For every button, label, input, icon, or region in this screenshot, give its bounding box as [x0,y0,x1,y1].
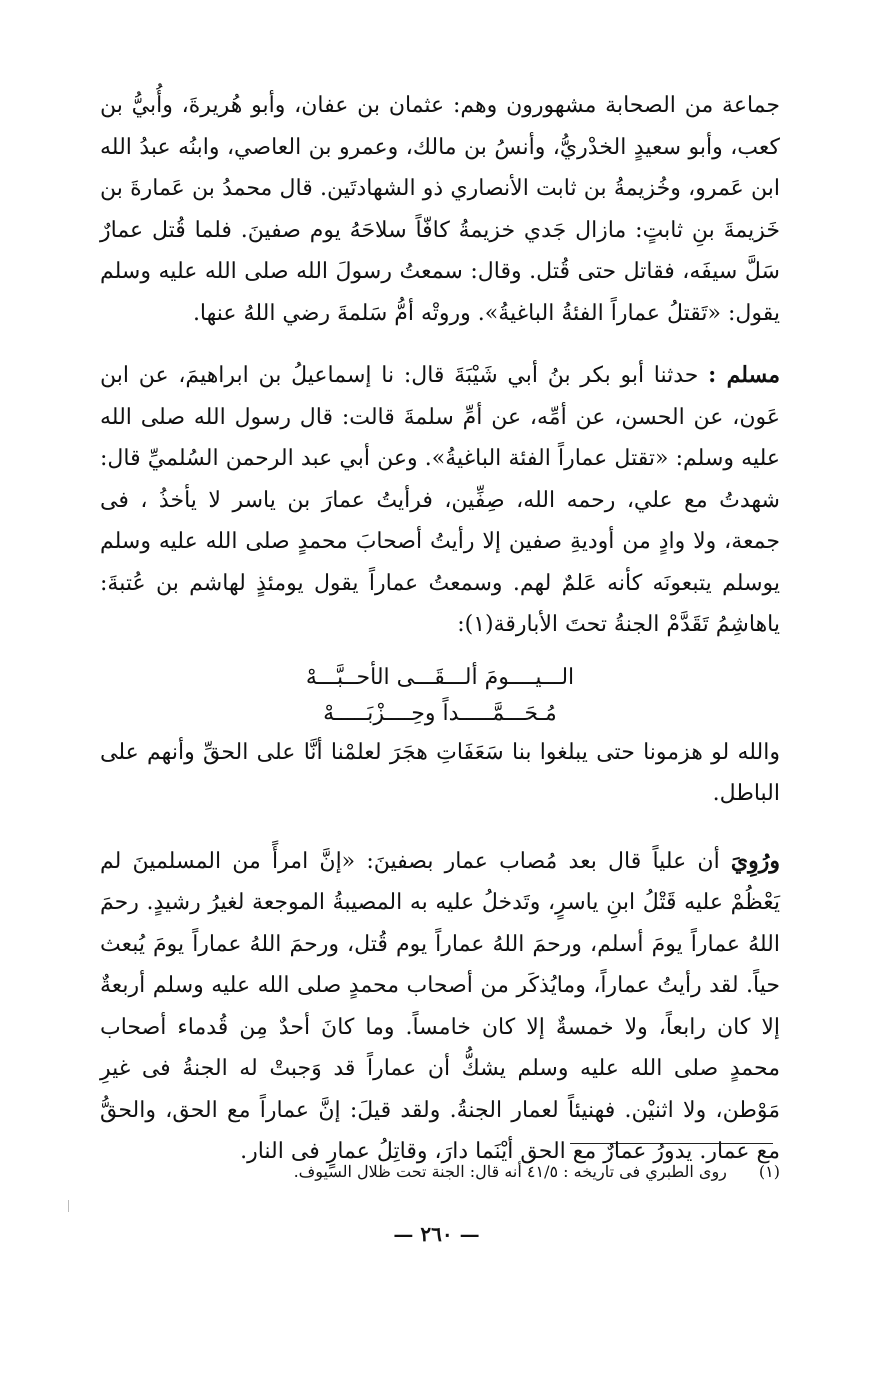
page-body [100,85,780,1173]
paragraph-2-lead: مسلم : [708,362,780,388]
verse-line-1: الـــيــــومَ ألـــقَـــى الأحــبَّـــهْ [305,664,575,690]
paragraph-2 [100,355,780,646]
scan-mark [68,1200,69,1212]
paragraph-4-lead: ورُوِيَ [730,847,780,874]
footnote-number: (١) [758,1162,780,1181]
verse-line-2: مُـحَـــمَّـــــداً وحِــــزْبَـــــهْ [323,700,557,726]
footnote-divider [570,1143,773,1144]
paragraph-4 [100,841,780,1173]
paragraph-1-text: جماعة من الصحابة مشهورون وهم: عثمان بن عفان، وأبو هُريرةَ، وأُبيُّ بن كعب، وأبو سعيدٍ الخدْريُّ، وأنسُ بن مالك، وعمرو بن العاصي، وابنُه عبدُ الله ابن عَمرو، وخُزيمةُ بن ثابت الأنصاري ذو الشهادتَين. قال محمدُ بن عَمارةَ بن خَزيمةَ بنِ ثابتٍ: مازال جَدي خزيمةُ كافّاً سلاحَهُ يوم صفينَ. فلما قُتل عمارٌ سَلَّ سيفَه، فقاتل حتى قُتل. وقال: سمعتُ رسولَ الله صلى الله عليه وسلم يقول: «تَقتلُ عماراً الفئةُ الباغيةُ». وروتْه أمُّ سَلمةَ رضي اللهُ عنها. [100,93,780,326]
paragraph-3-text: والله لو هزمونا حتى يبلغوا بنا سَعَفَاتِ هجَرَ لعلمْنا أنَّا على الحقِّ وأنهم على الباطل. [100,739,780,806]
paragraph-1 [100,85,780,334]
paragraph-3 [100,732,780,815]
paragraph-4-text: أن علياً قال بعد مُصاب عمار بصفينَ: «إنَّ امرأً من المسلمينَ لم يَعْظُمْ عليه قَتْلُ ابنِ ياسرٍ، وتَدخلُ عليه به المصيبةُ الموجعة لغيرُ رشيدٍ. رحمَ اللهُ عماراً يومَ أسلم، ورحمَ اللهُ عماراً يوم قُتل، ورحمَ اللهُ عماراً يومَ يُبعث حياً. لقد رأيتُ عماراً، ومايُذكَر من أصحاب محمدٍ صلى الله عليه وسلم أربعةٌ إلا كان رابعاً، ولا خمسةٌ إلا كان خامساً. وما كانَ أحدٌ مِن قُدماء أصحاب محمدٍ صلى الله عليه وسلم يشكُّ أن عماراً قد وَجبتْ له الجنةُ فى غيرِ مَوْطن، ولا اثنيْن. فهنيئاً لعمار الجنةُ. ولقد قيلَ: إنَّ عماراً مع الحق، والحقُّ مع عمار. يدورُ عمارٌ مع الحق أيْنَما دارَ، وقاتِلُ عمارٍ فى النار. [100,848,780,1164]
footnote-text: روى الطبري فى تاريخه : ٤١/٥ أنه قال: الجنة تحت ظلال السيوف. [293,1162,727,1181]
page-number: — ٢٦٠ — [393,1222,480,1246]
footnote [100,1158,780,1186]
poem-verse [100,660,780,732]
paragraph-2-text: حدثنا أبو بكر بنُ أبي شَيْبَةَ قال: نا إسماعيلُ بن ابراهيمَ، عن ابن عَون، عن الحسن، عن أمِّه، عن أمِّ سلمةَ قالت: قال رسول الله صلى الله عليه وسلم: «تقتل عماراً الفئة الباغيةُ». وعن أبي عبد الرحمن السُلميِّ قال: شهدتُ مع علي، رحمه الله، صِفِّين، فرأيتُ عمارَ بن ياسر لا يأخذُ ، فى جمعة، ولا وادٍ من أوديةِ صفين إلا رأيتُ أصحابَ محمدٍ صلى الله عليه وسلم يوسلم يتبعونَه كأنه عَلمٌ لهم. وسمعتُ عماراً يقول يومئذٍ لهاشم بن عُتبةَ: ياهاشِمُ تَقَدَّمْ الجنةُ تحتَ الأبارقة(١): [100,363,780,637]
